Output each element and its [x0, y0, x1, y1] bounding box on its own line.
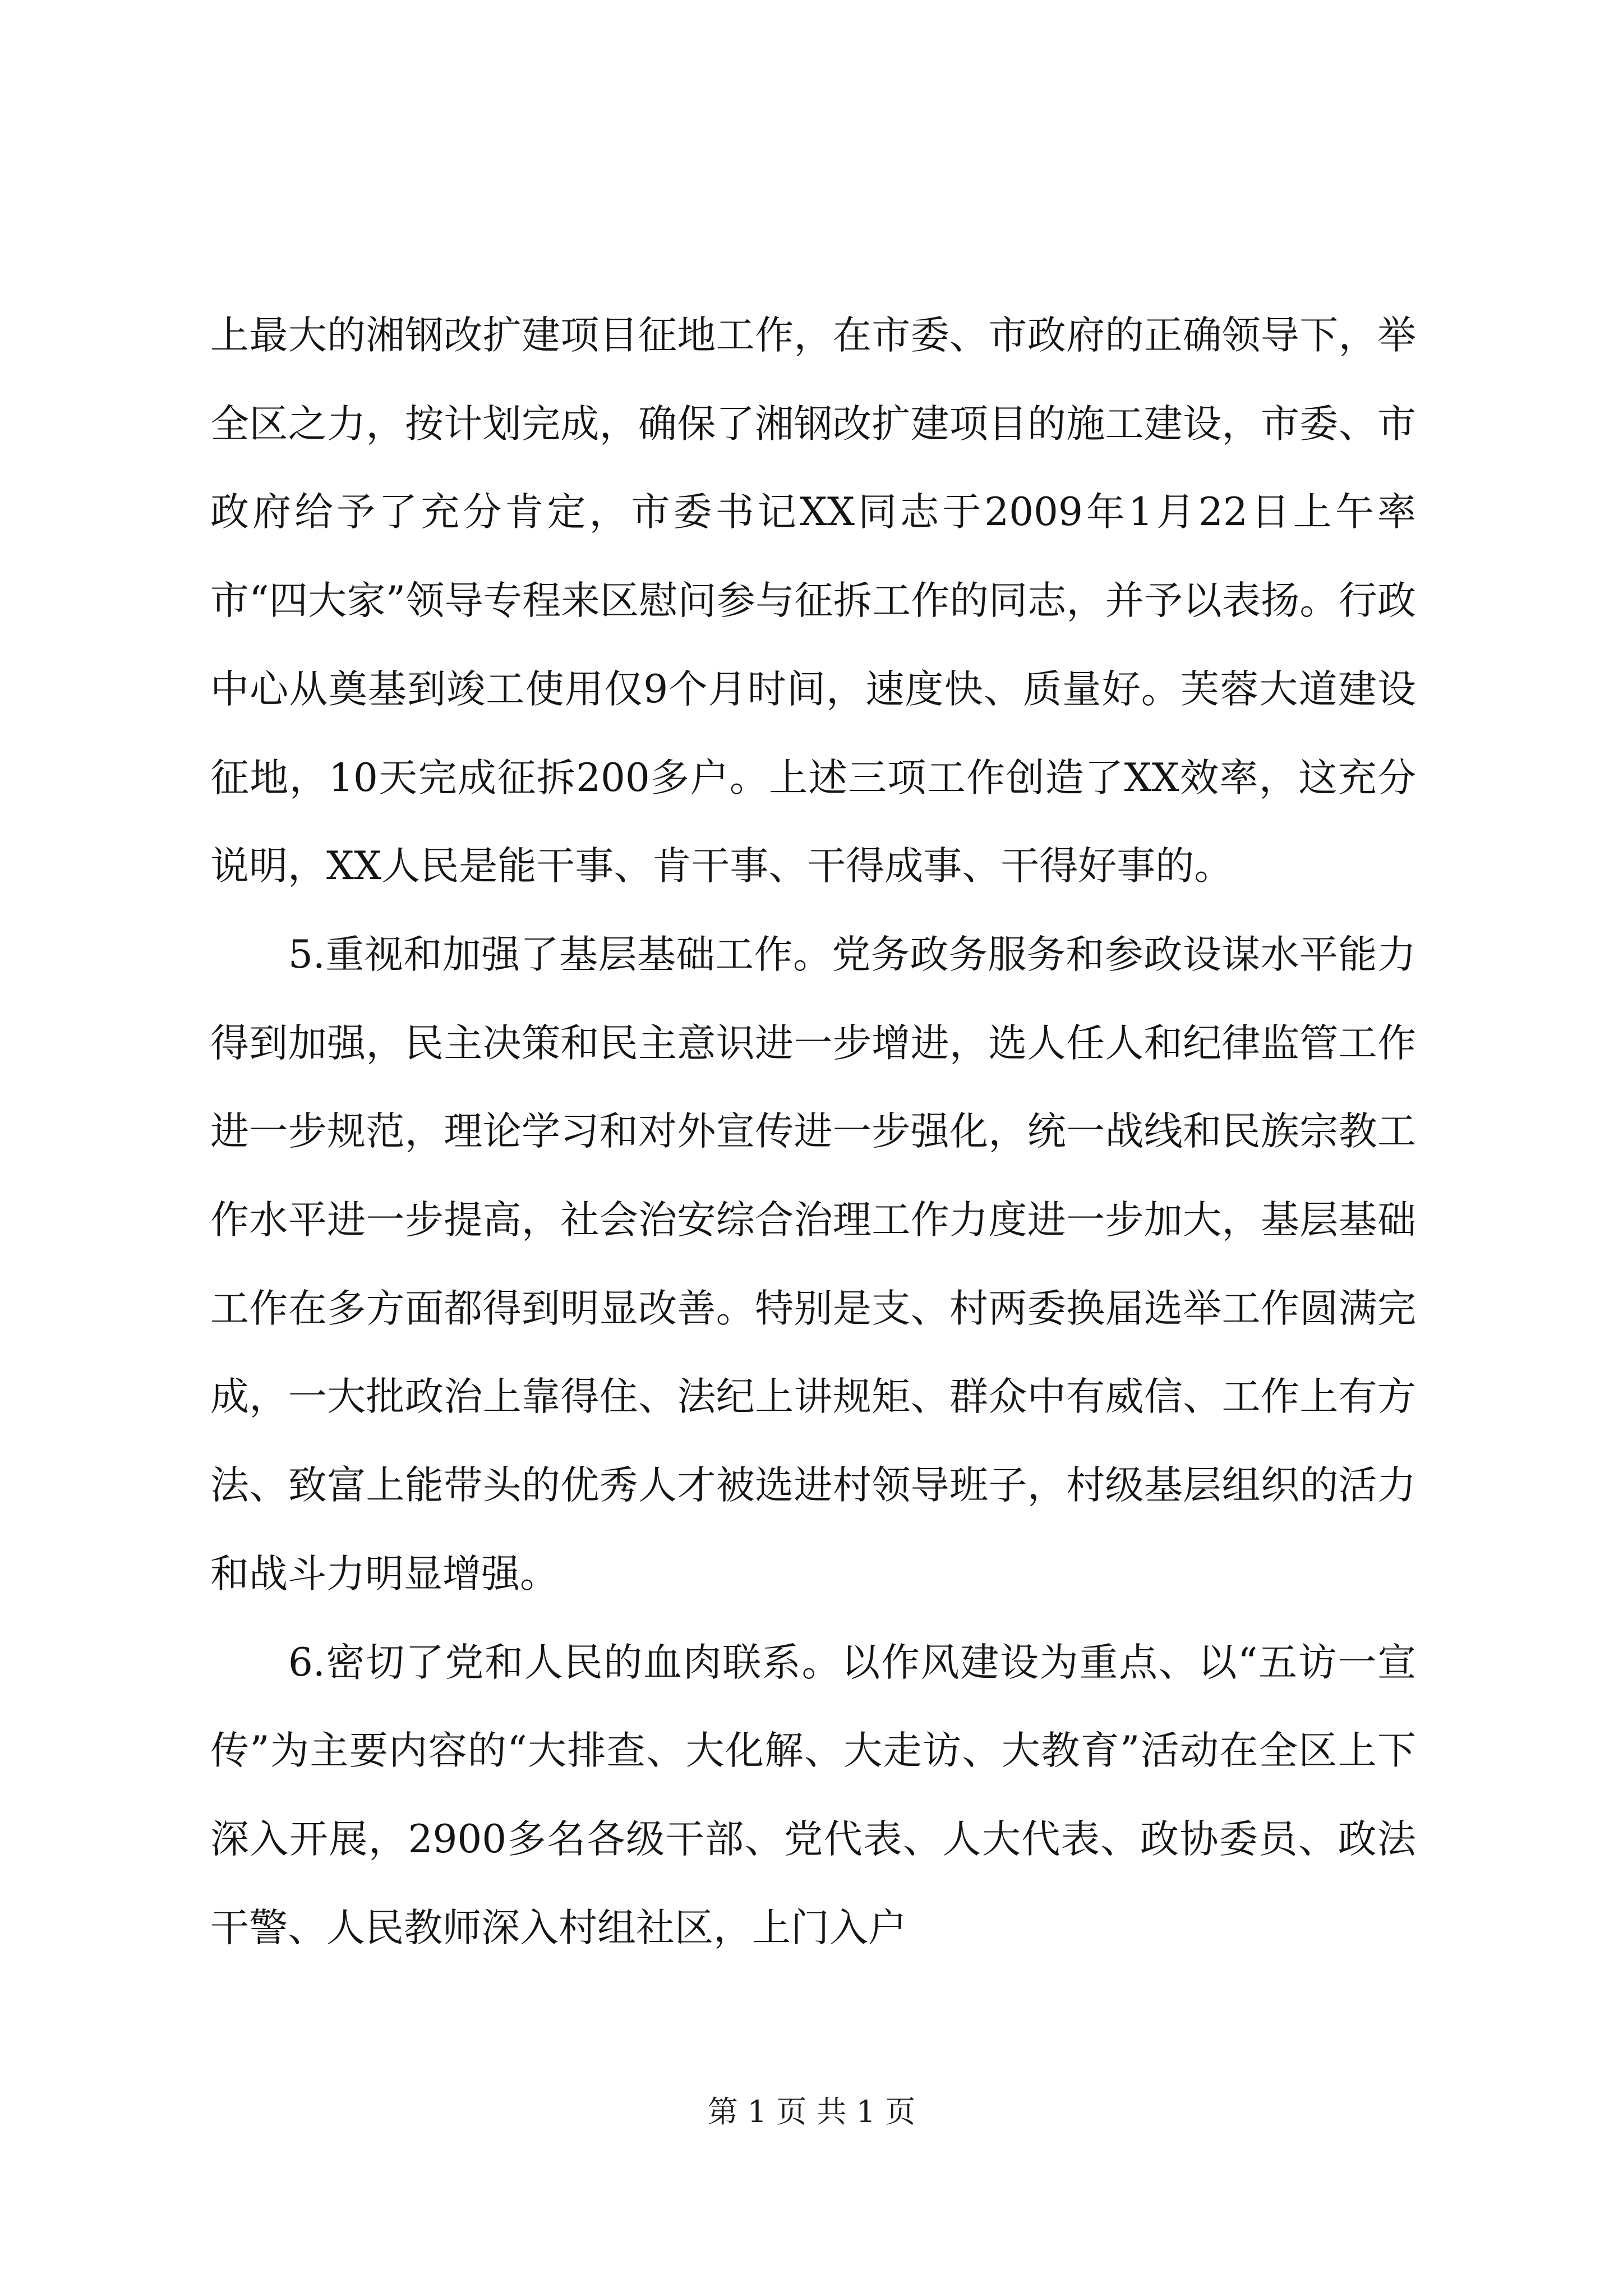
paragraph-item-6: 6.密切了党和人民的血肉联系。以作风建设为重点、以“五访一宣传”为主要内容的“大排查、大化解、大走访、大教育”活动在全区上下深入开展，2900多名各级干部、党代表、人大代表、政协委员、政法干警、人民教师深入村组社区，上门入户 — [210, 1640, 1416, 1950]
document-body — [210, 292, 1416, 1972]
page-footer: 第 1 页 共 1 页 — [707, 2094, 916, 2129]
paragraph-item-5: 5.重视和加强了基层基础工作。党务政务服务和参政设谋水平能力得到加强，民主决策和民主意识进一步增进，选人任人和纪律监管工作进一步规范，理论学习和对外宣传进一步强化，统一战线和民族宗教工作水平进一步提高，社会治安综合治理工作力度进一步加大，基层基础工作在多方面都得到明显改善。特别是支、村两委换届选举工作圆满完成，一大批政治上靠得住、法纪上讲规矩、群众中有威信、工作上有方法、致富上能带头的优秀人才被选进村领导班子，村级基层组织的活力和战斗力明显增强。 — [210, 932, 1416, 1596]
paragraph-continued: 上最大的湘钢改扩建项目征地工作，在市委、市政府的正确领导下，举全区之力，按计划完成，确保了湘钢改扩建项目的施工建设，市委、市政府给予了充分肯定，市委书记XX同志于2009年1月22日上午率市“四大家”领导专程来区慰问参与征拆工作的同志，并予以表扬。行政中心从奠基到竣工使用仅9个月时间，速度快、质量好。芙蓉大道建设征地，10天完成征拆200多户。上述三项工作创造了XX效率，这充分说明，XX人民是能干事、肯干事、干得成事、干得好事的。 — [210, 313, 1416, 889]
